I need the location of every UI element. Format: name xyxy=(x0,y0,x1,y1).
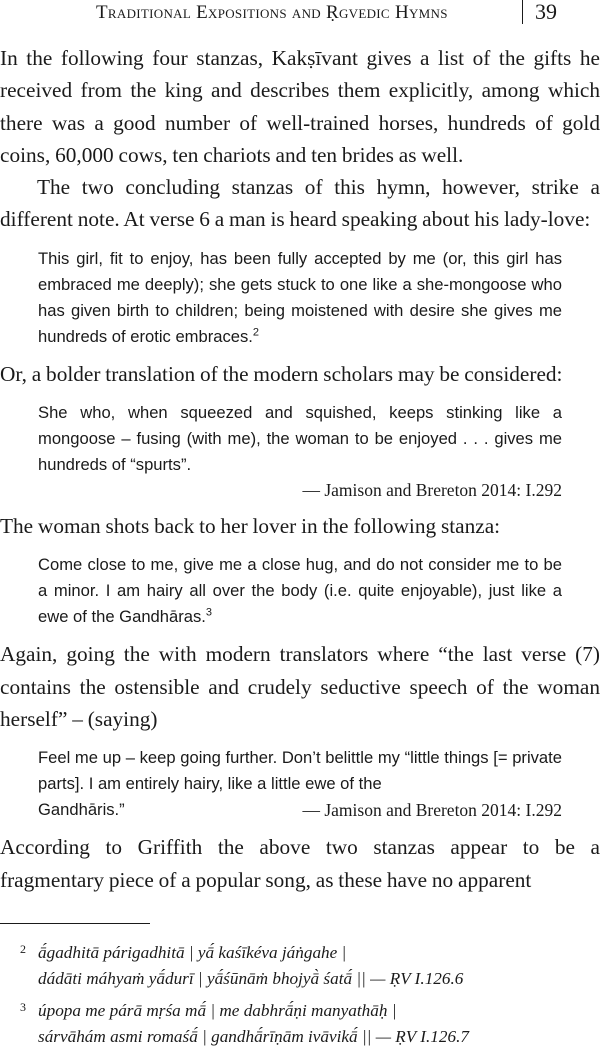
footnote-3 xyxy=(0,998,600,1050)
paragraph-4: The woman shots back to her lover in the following stanza: xyxy=(0,514,501,539)
footnote-2-line-1: ā́gadhitā párigadhitā | yā́ kaśīkéva jáṅgahe | xyxy=(38,943,347,962)
block-quote-1 xyxy=(38,246,562,350)
footnote-2-line-2: dádāti máhyaṁ yā́durī | yā́śūnāṁ bhojyā̀ śatā́ || — ṚV I.126.6 xyxy=(38,969,464,988)
citation-2: — Jamison and Brereton 2014: I.292 xyxy=(302,800,562,821)
footnote-2 xyxy=(0,940,600,992)
main-text xyxy=(0,42,600,896)
paragraph-3: Or, a bolder translation of the modern scholars may be considered: xyxy=(0,361,563,386)
block-quote-4: Feel me up – keep going further. Don’t belittle my “little things [= private parts]. I am entirely hairy, like a little ewe of the xyxy=(38,748,562,794)
paragraph-6: According to Griffith the above two stanzas appear to be a fragmentary piece of a popular song, as these have no apparent xyxy=(0,835,600,892)
block-quote-4-end: Gandhāris.” xyxy=(38,800,125,820)
footnote-2-number: 2 xyxy=(20,942,26,956)
block-quote-2: She who, when squeezed and squished, keeps stinking like a mongoose – fusing (with me), the woman to be enjoyed . . . gives me hundreds of “spurts”. xyxy=(38,403,562,475)
paragraph-2: The two concluding stanzas of this hymn, however, strike a different note. At verse 6 a man is heard speaking about his lady-love: xyxy=(0,175,600,232)
footnote-3-line-1: úpopa me párā mṛśa mā́ | me dabhrā́ṇi manyathāḥ | xyxy=(38,1001,397,1020)
footnote-ref-2: 2 xyxy=(252,326,260,339)
footnote-3-number: 3 xyxy=(20,1000,26,1014)
block-quote-4-last-line xyxy=(38,797,562,823)
footnotes xyxy=(0,940,600,1056)
running-head: Traditional Expositions and Ṛgvedic Hymns xyxy=(96,2,448,23)
citation-1: — Jamison and Brereton 2014: I.292 xyxy=(302,480,562,501)
block-quote-1-text: This girl, fit to enjoy, has been fully accepted by me (or, this girl has embraced me deeply); she gets stuck to one like a she-mongoose who has given birth to children; being moistened with desire she gives me hundreds of erotic embraces. xyxy=(38,248,562,346)
footnote-3-line-2: sárvāhám asmi romaśā́ | gandhā́rīṇām ivāvikā́ || — ṚV I.126.7 xyxy=(38,1027,469,1046)
header-divider xyxy=(522,0,523,24)
paragraph-1: In the following four stanzas, Kakṣīvant gives a list of the gifts he received from the king and describes them explicitly, among which there was a good number of well-trained horses, hundreds of gold coins, 60,000 cows, ten chariots and ten brides as well. xyxy=(0,46,600,167)
paragraph-5: Again, going the with modern translators where “the last verse (7) contains the ostensible and crudely seductive speech of the woman herself” – (saying) xyxy=(0,642,600,731)
footnote-ref-3: 3 xyxy=(205,606,213,619)
block-quote-3 xyxy=(38,552,562,630)
page-number: 39 xyxy=(535,0,557,24)
block-quote-3-text: Come close to me, give me a close hug, and do not consider me to be a minor. I am hairy all over the body (i.e. quite enjoyable), just like a ewe of the Gandhāras. xyxy=(38,555,562,627)
footnote-divider xyxy=(0,923,150,924)
